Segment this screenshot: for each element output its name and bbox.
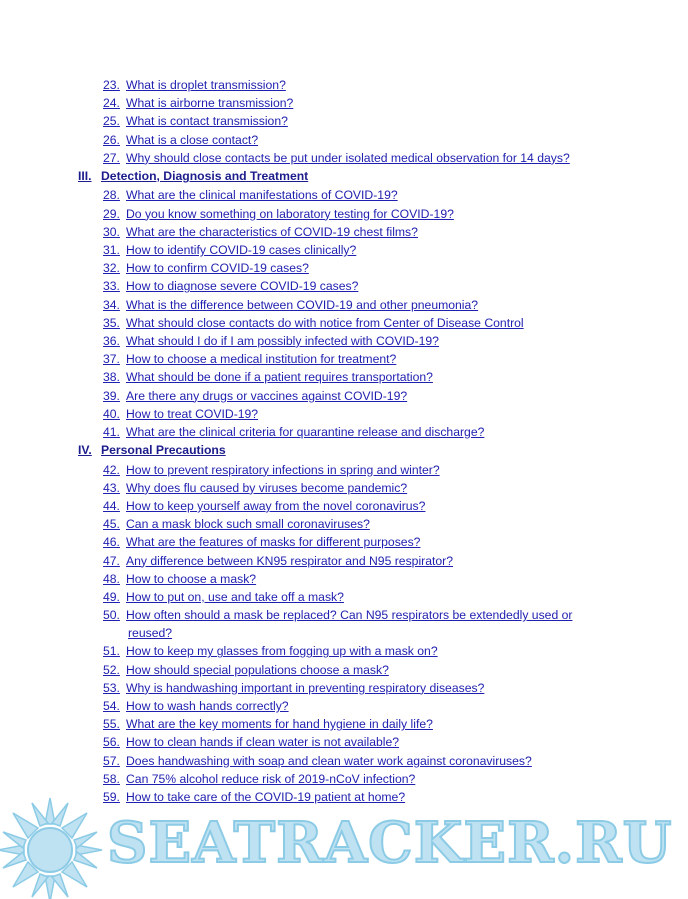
toc-number[interactable]: 41. <box>103 424 120 439</box>
toc-link[interactable]: What should be done if a patient requires transportation? <box>126 370 433 385</box>
toc-number[interactable]: 34. <box>103 297 120 312</box>
toc-number[interactable]: 33. <box>103 279 120 294</box>
toc-link[interactable]: What is a close contact? <box>126 132 259 147</box>
toc-number[interactable]: 55. <box>103 717 120 732</box>
toc-item-24[interactable] <box>0 94 688 112</box>
toc-item-26[interactable] <box>0 131 688 149</box>
toc-item-32[interactable] <box>0 259 688 277</box>
toc-number[interactable]: 46. <box>103 535 120 550</box>
toc-link[interactable]: Why does flu caused by viruses become pandemic? <box>126 480 408 495</box>
toc-section-iv[interactable] <box>0 441 688 461</box>
toc-number[interactable]: 36. <box>103 333 120 348</box>
toc-number[interactable]: 32. <box>103 261 120 276</box>
toc-link[interactable]: Do you know something on laboratory testing for COVID-19? <box>126 206 454 221</box>
section-number[interactable]: III. <box>78 168 92 183</box>
toc-item-34[interactable] <box>0 296 688 314</box>
toc-item-54[interactable] <box>0 697 688 715</box>
section-number[interactable]: IV. <box>78 443 92 458</box>
toc-link[interactable]: What is airborne transmission? <box>126 96 294 111</box>
toc-number[interactable]: 45. <box>103 517 120 532</box>
toc-link[interactable]: What are the clinical criteria for quarantine release and discharge? <box>126 424 485 439</box>
toc-link[interactable]: How to diagnose severe COVID-19 cases? <box>126 279 359 294</box>
toc-link[interactable]: What are the key moments for hand hygiene in daily life? <box>126 717 433 732</box>
toc-link[interactable]: Are there any drugs or vaccines against COVID-19? <box>126 388 408 403</box>
toc-number[interactable]: 28. <box>103 188 120 203</box>
toc-number[interactable]: 58. <box>103 771 120 786</box>
toc-item-39[interactable] <box>0 387 688 405</box>
toc-item-25[interactable] <box>0 112 688 130</box>
toc-link[interactable]: How to take care of the COVID-19 patient at home? <box>126 789 406 804</box>
section-heading-link[interactable]: Personal Precautions <box>101 443 226 458</box>
toc-item-28[interactable] <box>0 186 688 204</box>
toc-link[interactable]: What are the features of masks for different purposes? <box>126 535 421 550</box>
toc-item-42[interactable] <box>0 461 688 479</box>
toc-item-58[interactable] <box>0 770 688 788</box>
toc-item-51[interactable] <box>0 642 688 660</box>
toc-link[interactable]: What should I do if I am possibly infected with COVID-19? <box>126 333 439 348</box>
toc-item-31[interactable] <box>0 241 688 259</box>
toc-link[interactable]: Can 75% alcohol reduce risk of 2019-nCoV infection? <box>126 771 416 786</box>
toc-link[interactable]: How to choose a medical institution for treatment? <box>126 352 397 367</box>
toc-link[interactable]: What are the characteristics of COVID-19 chest films? <box>126 224 418 239</box>
toc-item-52[interactable] <box>0 661 688 679</box>
toc-item-27[interactable] <box>0 149 688 167</box>
toc-number[interactable]: 57. <box>103 753 120 768</box>
toc-item-48[interactable] <box>0 570 688 588</box>
toc-number[interactable]: 47. <box>103 553 120 568</box>
section-heading-link[interactable]: Detection, Diagnosis and Treatment <box>101 168 309 183</box>
toc-link-line-2[interactable]: reused? <box>128 626 173 641</box>
toc-number[interactable]: 56. <box>103 735 120 750</box>
toc-link[interactable]: Why should close contacts be put under isolated medical observation for 14 days? <box>126 150 570 165</box>
toc-number[interactable]: 25. <box>103 114 120 129</box>
toc-item-30[interactable] <box>0 223 688 241</box>
toc-item-43[interactable] <box>0 479 688 497</box>
toc-link[interactable] <box>126 606 598 642</box>
toc-item-57[interactable] <box>0 752 688 770</box>
toc-link[interactable]: What is contact transmission? <box>126 114 288 129</box>
toc-item-35[interactable] <box>0 314 688 332</box>
toc-item-46[interactable] <box>0 533 688 551</box>
toc-link[interactable]: How to put on, use and take off a mask? <box>126 589 344 604</box>
toc-link[interactable]: How to confirm COVID-19 cases? <box>126 261 309 276</box>
toc-link[interactable]: How to prevent respiratory infections in spring and winter? <box>126 462 440 477</box>
table-of-contents <box>0 76 688 806</box>
toc-number[interactable]: 52. <box>103 662 120 677</box>
toc-number[interactable]: 23. <box>103 78 120 92</box>
toc-item-33[interactable] <box>0 277 688 295</box>
toc-item-41[interactable] <box>0 423 688 441</box>
toc-number[interactable]: 40. <box>103 406 120 421</box>
toc-link[interactable]: Why is handwashing important in preventing respiratory diseases? <box>126 680 485 695</box>
toc-item-49[interactable] <box>0 588 688 606</box>
toc-number[interactable]: 35. <box>103 315 120 330</box>
sun-icon <box>0 790 110 899</box>
toc-number[interactable]: 50. <box>103 608 120 623</box>
toc-number[interactable]: 26. <box>103 132 120 147</box>
toc-link[interactable]: How to wash hands correctly? <box>126 699 289 714</box>
toc-item-37[interactable] <box>0 350 688 368</box>
toc-number[interactable]: 29. <box>103 206 120 221</box>
toc-number[interactable]: 24. <box>103 96 120 111</box>
toc-item-40[interactable] <box>0 405 688 423</box>
toc-link[interactable]: How to keep yourself away from the novel coronavirus? <box>126 498 426 513</box>
toc-item-29[interactable] <box>0 205 688 223</box>
toc-item-47[interactable] <box>0 552 688 570</box>
toc-number[interactable]: 48. <box>103 571 120 586</box>
toc-link-line-1[interactable]: How often should a mask be replaced? Can N95 respirators be extendedly used or <box>126 608 573 623</box>
toc-number[interactable]: 51. <box>103 644 120 659</box>
toc-item-53[interactable] <box>0 679 688 697</box>
toc-link[interactable]: What is droplet transmission? <box>126 78 286 92</box>
toc-link[interactable]: What is the difference between COVID-19 and other pneumonia? <box>126 297 479 312</box>
toc-item-55[interactable] <box>0 715 688 733</box>
toc-link[interactable]: How to identify COVID-19 cases clinically? <box>126 243 357 257</box>
toc-link[interactable]: How to choose a mask? <box>126 571 257 586</box>
toc-link[interactable]: Does handwashing with soap and clean water work against coronaviruses? <box>126 753 532 768</box>
toc-number[interactable]: 39. <box>103 388 120 403</box>
toc-section-iii[interactable] <box>0 167 688 187</box>
toc-item-56[interactable] <box>0 733 688 751</box>
toc-link[interactable]: How should special populations choose a mask? <box>126 662 389 677</box>
toc-number[interactable]: 53. <box>103 680 120 695</box>
toc-link[interactable]: Any difference between KN95 respirator and N95 respirator? <box>126 553 453 568</box>
toc-link[interactable]: How to treat COVID-19? <box>126 406 259 421</box>
toc-link[interactable]: How to keep my glasses from fogging up with a mask on? <box>126 644 438 659</box>
watermark-text: SEATRACKER.RU <box>107 810 673 876</box>
toc-item-36[interactable] <box>0 332 688 350</box>
toc-number[interactable]: 43. <box>103 480 120 495</box>
toc-link[interactable]: Can a mask block such small coronaviruses? <box>126 517 370 532</box>
toc-link[interactable]: What are the clinical manifestations of COVID-19? <box>126 188 398 203</box>
toc-number[interactable]: 44. <box>103 498 120 513</box>
toc-item-38[interactable] <box>0 368 688 386</box>
toc-link[interactable]: What should close contacts do with notice from Center of Disease Control <box>126 315 524 330</box>
toc-number[interactable]: 37. <box>103 352 120 367</box>
toc-number[interactable]: 49. <box>103 589 120 604</box>
toc-number[interactable]: 27. <box>103 150 120 165</box>
toc-number[interactable]: 30. <box>103 224 120 239</box>
toc-number[interactable]: 59. <box>103 789 120 804</box>
toc-item-50[interactable] <box>0 606 688 642</box>
toc-item-23[interactable] <box>0 76 688 94</box>
toc-number[interactable]: 38. <box>103 370 120 385</box>
toc-item-44[interactable] <box>0 497 688 515</box>
toc-item-45[interactable] <box>0 515 688 533</box>
toc-number[interactable]: 31. <box>103 243 120 257</box>
toc-link[interactable]: How to clean hands if clean water is not available? <box>126 735 400 750</box>
toc-number[interactable]: 42. <box>103 462 120 477</box>
toc-number[interactable]: 54. <box>103 699 120 714</box>
